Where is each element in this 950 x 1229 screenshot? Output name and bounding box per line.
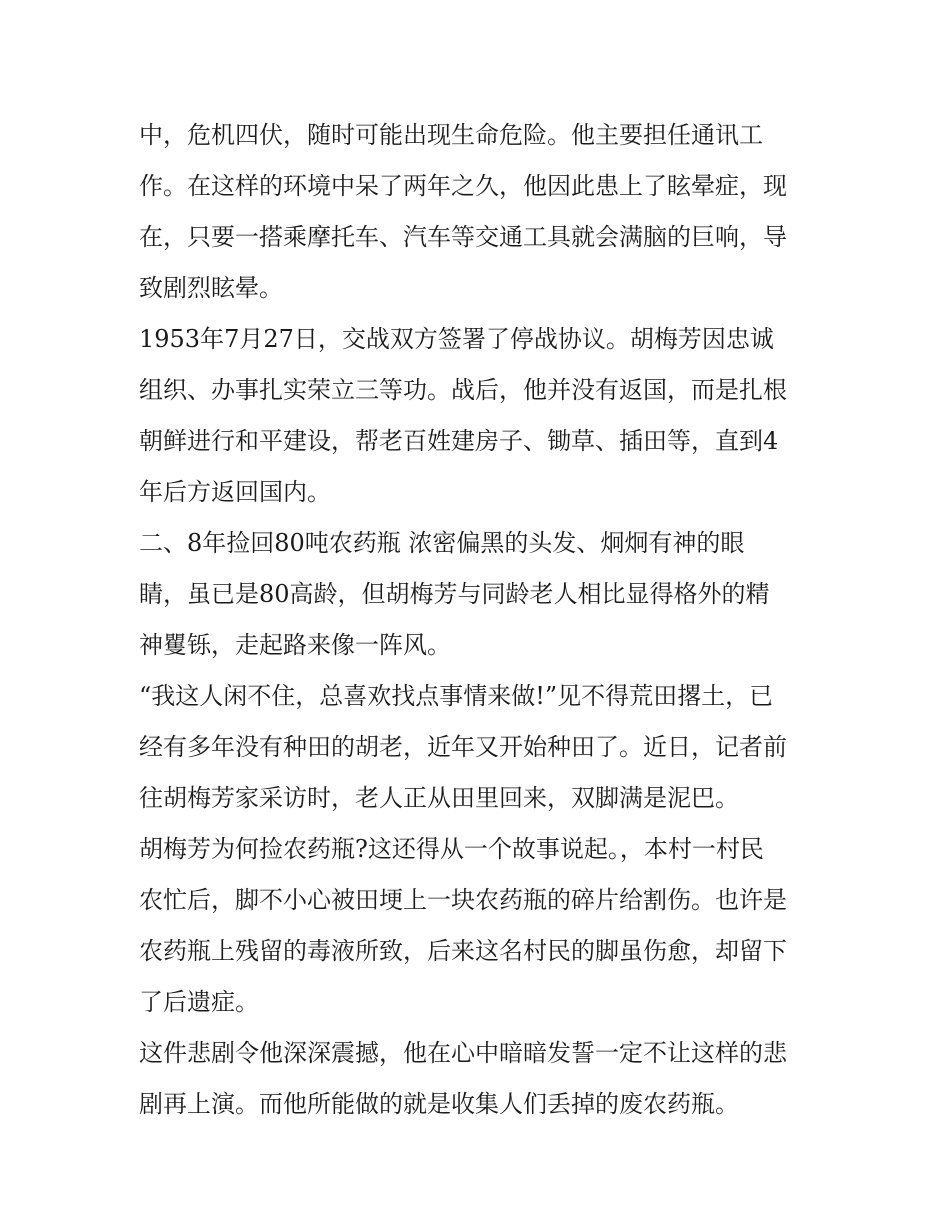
paragraph — [139, 518, 819, 671]
text-line: 农忙后，脚不小心被田埂上一块农药瓶的碎片给割伤。也许是 — [139, 886, 787, 914]
text-line: 致剧烈眩晕。 — [139, 274, 283, 302]
text-line: “我这人闲不住，总喜欢找点事情来做!”见不得荒田撂土，已 — [139, 682, 774, 710]
text-line: 往胡梅芳家采访时，老人正从田里回来，双脚满是泥巴。 — [139, 784, 739, 812]
paragraph — [139, 1028, 819, 1130]
text-line: 胡梅芳为何捡农药瓶?这还得从一个故事说起。，本村一村民 — [139, 835, 764, 863]
text-line: 年后方返回国内。 — [139, 478, 331, 506]
text-line: 农药瓶上残留的毒液所致，后来这名村民的脚虽伤愈，却留下 — [139, 937, 787, 965]
text-line: 神矍铄，走起路来像一阵风。 — [139, 631, 451, 659]
text-line: 这件悲剧令他深深震撼，他在心中暗暗发誓一定不让这样的悲 — [139, 1039, 787, 1067]
text-line: 睛，虽已是80高龄，但胡梅芳与同龄老人相比显得格外的精 — [139, 580, 770, 608]
text-line: 组织、办事扎实荣立三等功。战后，他并没有返国，而是扎根 — [139, 376, 787, 404]
text-line: 1953年7月27日，交战双方签署了停战协议。胡梅芳因忠诚 — [139, 325, 774, 353]
text-line: 了后遗症。 — [139, 988, 259, 1016]
text-line: 作。在这样的环境中呆了两年之久，他因此患上了眩晕症，现 — [139, 172, 787, 200]
text-line: 中，危机四伏，随时可能出现生命危险。他主要担任通讯工 — [139, 121, 763, 149]
paragraph — [139, 110, 819, 314]
text-line: 二、8年捡回80吨农药瓶 浓密偏黑的头发、炯炯有神的眼 — [139, 529, 745, 557]
paragraph — [139, 671, 819, 824]
paragraph — [139, 314, 819, 518]
text-line: 经有多年没有种田的胡老，近年又开始种田了。近日，记者前 — [139, 733, 787, 761]
text-line: 朝鲜进行和平建设，帮老百姓建房子、锄草、插田等，直到4 — [139, 427, 779, 455]
paragraph — [139, 824, 819, 1028]
document-body — [139, 110, 819, 1130]
text-line: 在，只要一搭乘摩托车、汽车等交通工具就会满脑的巨响，导 — [139, 223, 787, 251]
text-line: 剧再上演。而他所能做的就是收集人们丢掉的废农药瓶。 — [139, 1090, 739, 1118]
